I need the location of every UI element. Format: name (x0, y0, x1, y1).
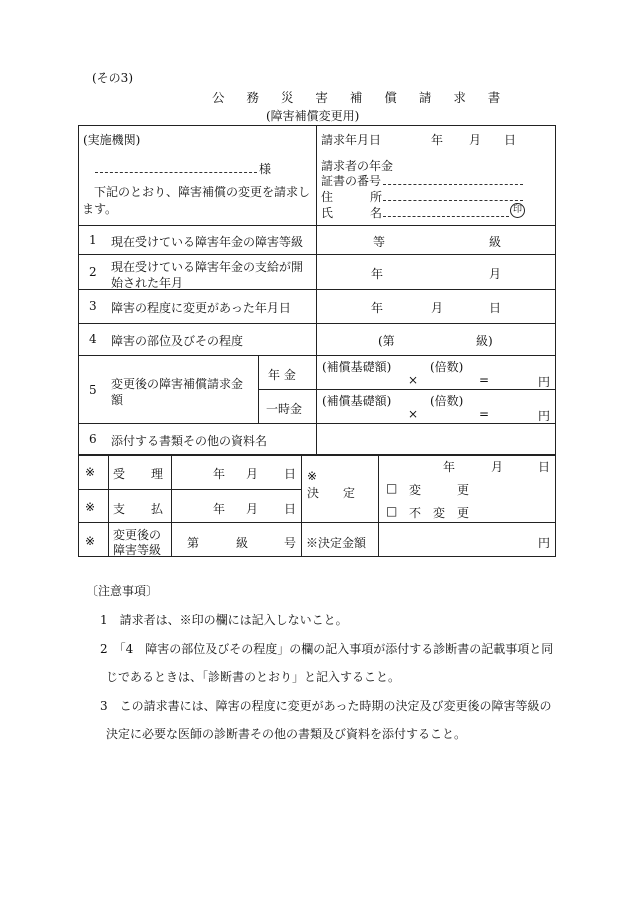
equals-sign: = (479, 373, 490, 387)
grade-after-label: 変更後の (113, 528, 162, 542)
request-text: 下記のとおり、障害補償の変更を請求し (94, 185, 311, 199)
table-divider (108, 455, 109, 557)
grade-no-label: 第 (187, 536, 200, 550)
grade-label: 等 (373, 235, 386, 249)
change-checkbox[interactable]: □ (386, 481, 398, 495)
table-rule-thick (78, 454, 556, 456)
table-divider (171, 455, 172, 557)
name-label: 氏 (321, 206, 334, 220)
certificate-label: 証書の番号 (321, 174, 382, 188)
seal-mark: 印 (510, 203, 525, 218)
section-label: (その3) (92, 71, 133, 85)
table-border-top (78, 125, 556, 126)
level-label: 級 (489, 235, 502, 249)
notes-heading: 〔注意事項〕 (86, 584, 159, 598)
table-divider (378, 455, 379, 557)
payment-label: 払 (151, 502, 164, 516)
office-mark: ※ (85, 534, 96, 548)
day-label: 日 (284, 467, 297, 481)
table-divider (301, 455, 302, 557)
year-label: 年 (443, 460, 456, 474)
address-line[interactable] (383, 200, 523, 201)
pension-label: 年 金 (268, 368, 296, 382)
decision-label: 定 (343, 486, 356, 500)
table-rule (78, 254, 556, 255)
table-rule (78, 489, 301, 490)
row-number: 6 (89, 432, 97, 446)
no-change-checkbox[interactable]: □ (386, 504, 398, 518)
note-item: 1 請求者は、※印の欄には記入しないこと。 (100, 613, 348, 627)
decision-label: 決 (307, 486, 320, 500)
year-label: 年 (213, 467, 226, 481)
grade-kyu-label: 級 (236, 536, 249, 550)
month-label: 月 (246, 467, 259, 481)
no-change-label: 不 変 更 (409, 506, 470, 520)
month-label: 月 (489, 267, 502, 281)
table-rule (78, 522, 556, 523)
row-label: 現在受けている障害年金の支給が開 (111, 260, 304, 274)
agency-input-line[interactable] (95, 172, 257, 173)
agency-label: (実施機関) (83, 133, 141, 147)
form-subtitle: (障害補償変更用) (266, 109, 360, 123)
address-label: 所 (370, 190, 383, 204)
year-label: 年 (431, 133, 444, 147)
honorific: 様 (259, 162, 272, 176)
multiplier-label: (倍数) (430, 360, 464, 374)
change-label: 変 更 (409, 483, 470, 497)
times-sign: × (408, 373, 419, 387)
decision-amount-label: ※決定金額 (306, 536, 367, 550)
grade-close: 級) (476, 334, 493, 348)
month-label: 月 (491, 460, 504, 474)
row-label: 障害の部位及びその程度 (111, 334, 244, 348)
request-date-label: 請求年月日 (321, 133, 382, 147)
table-rule (78, 225, 556, 226)
grade-open: (第 (378, 334, 395, 348)
note-item: 2 「4 障害の部位及びその程度」の欄の記入事項が添付する診断書の記載事項と同 (100, 642, 554, 656)
row-number: 3 (89, 299, 97, 313)
row-label: 障害の程度に変更があった年月日 (111, 301, 291, 315)
day-label: 日 (489, 301, 502, 315)
base-amount-label: (補償基礎額) (322, 394, 392, 408)
grade-go-label: 号 (284, 536, 297, 550)
certificate-label: 請求者の年金 (321, 159, 394, 173)
name-line[interactable] (383, 216, 509, 217)
month-label: 月 (469, 133, 482, 147)
base-amount-label: (補償基礎額) (322, 360, 392, 374)
month-label: 月 (431, 301, 444, 315)
equals-sign: = (479, 407, 490, 421)
multiplier-label: (倍数) (430, 394, 464, 408)
yen-label: 円 (538, 375, 551, 389)
row-label: 添付する書類その他の資料名 (111, 434, 268, 448)
receipt-label: 理 (151, 467, 164, 481)
table-divider (316, 125, 317, 455)
name-label: 名 (370, 206, 383, 220)
row-label: 始された年月 (111, 276, 184, 290)
grade-after-label: 障害等級 (113, 543, 162, 557)
year-label: 年 (371, 301, 384, 315)
month-label: 月 (246, 502, 259, 516)
year-label: 年 (213, 502, 226, 516)
times-sign: × (408, 407, 419, 421)
row-number: 1 (89, 233, 97, 247)
table-border-right (555, 125, 556, 557)
row-number: 4 (89, 332, 97, 346)
table-divider (258, 355, 259, 423)
day-label: 日 (538, 460, 551, 474)
office-mark: ※ (85, 465, 96, 479)
yen-label: 円 (538, 409, 551, 423)
table-rule (78, 323, 556, 324)
certificate-number-line[interactable] (383, 184, 523, 185)
table-rule (78, 355, 556, 356)
day-label: 日 (504, 133, 517, 147)
request-text: ます。 (82, 202, 118, 216)
note-item: じであるときは、「診断書のとおり」と記入すること。 (106, 670, 401, 684)
lump-sum-label: 一時金 (266, 402, 303, 416)
row-label: 額 (111, 393, 124, 407)
row-label: 現在受けている障害年金の障害等級 (111, 235, 304, 249)
receipt-label: 受 (113, 467, 126, 481)
table-border-left (78, 125, 79, 557)
note-item: 決定に必要な医師の診断書その他の書類及び資料を添付すること。 (106, 727, 467, 741)
table-rule (258, 389, 556, 390)
year-label: 年 (371, 267, 384, 281)
note-item: 3 この請求書には、障害の程度に変更があった時期の決定及び変更後の障害等級の (100, 699, 552, 713)
table-rule (78, 423, 556, 424)
row-number: 2 (89, 265, 97, 279)
day-label: 日 (284, 502, 297, 516)
yen-label: 円 (538, 536, 551, 550)
row-number: 5 (89, 383, 97, 397)
row-label: 変更後の障害補償請求金 (111, 377, 244, 391)
payment-label: 支 (113, 502, 126, 516)
address-label: 住 (321, 190, 334, 204)
office-mark: ※ (307, 469, 318, 483)
form-title: 公 務 災 害 補 償 請 求 書 (212, 90, 510, 105)
office-mark: ※ (85, 500, 96, 514)
